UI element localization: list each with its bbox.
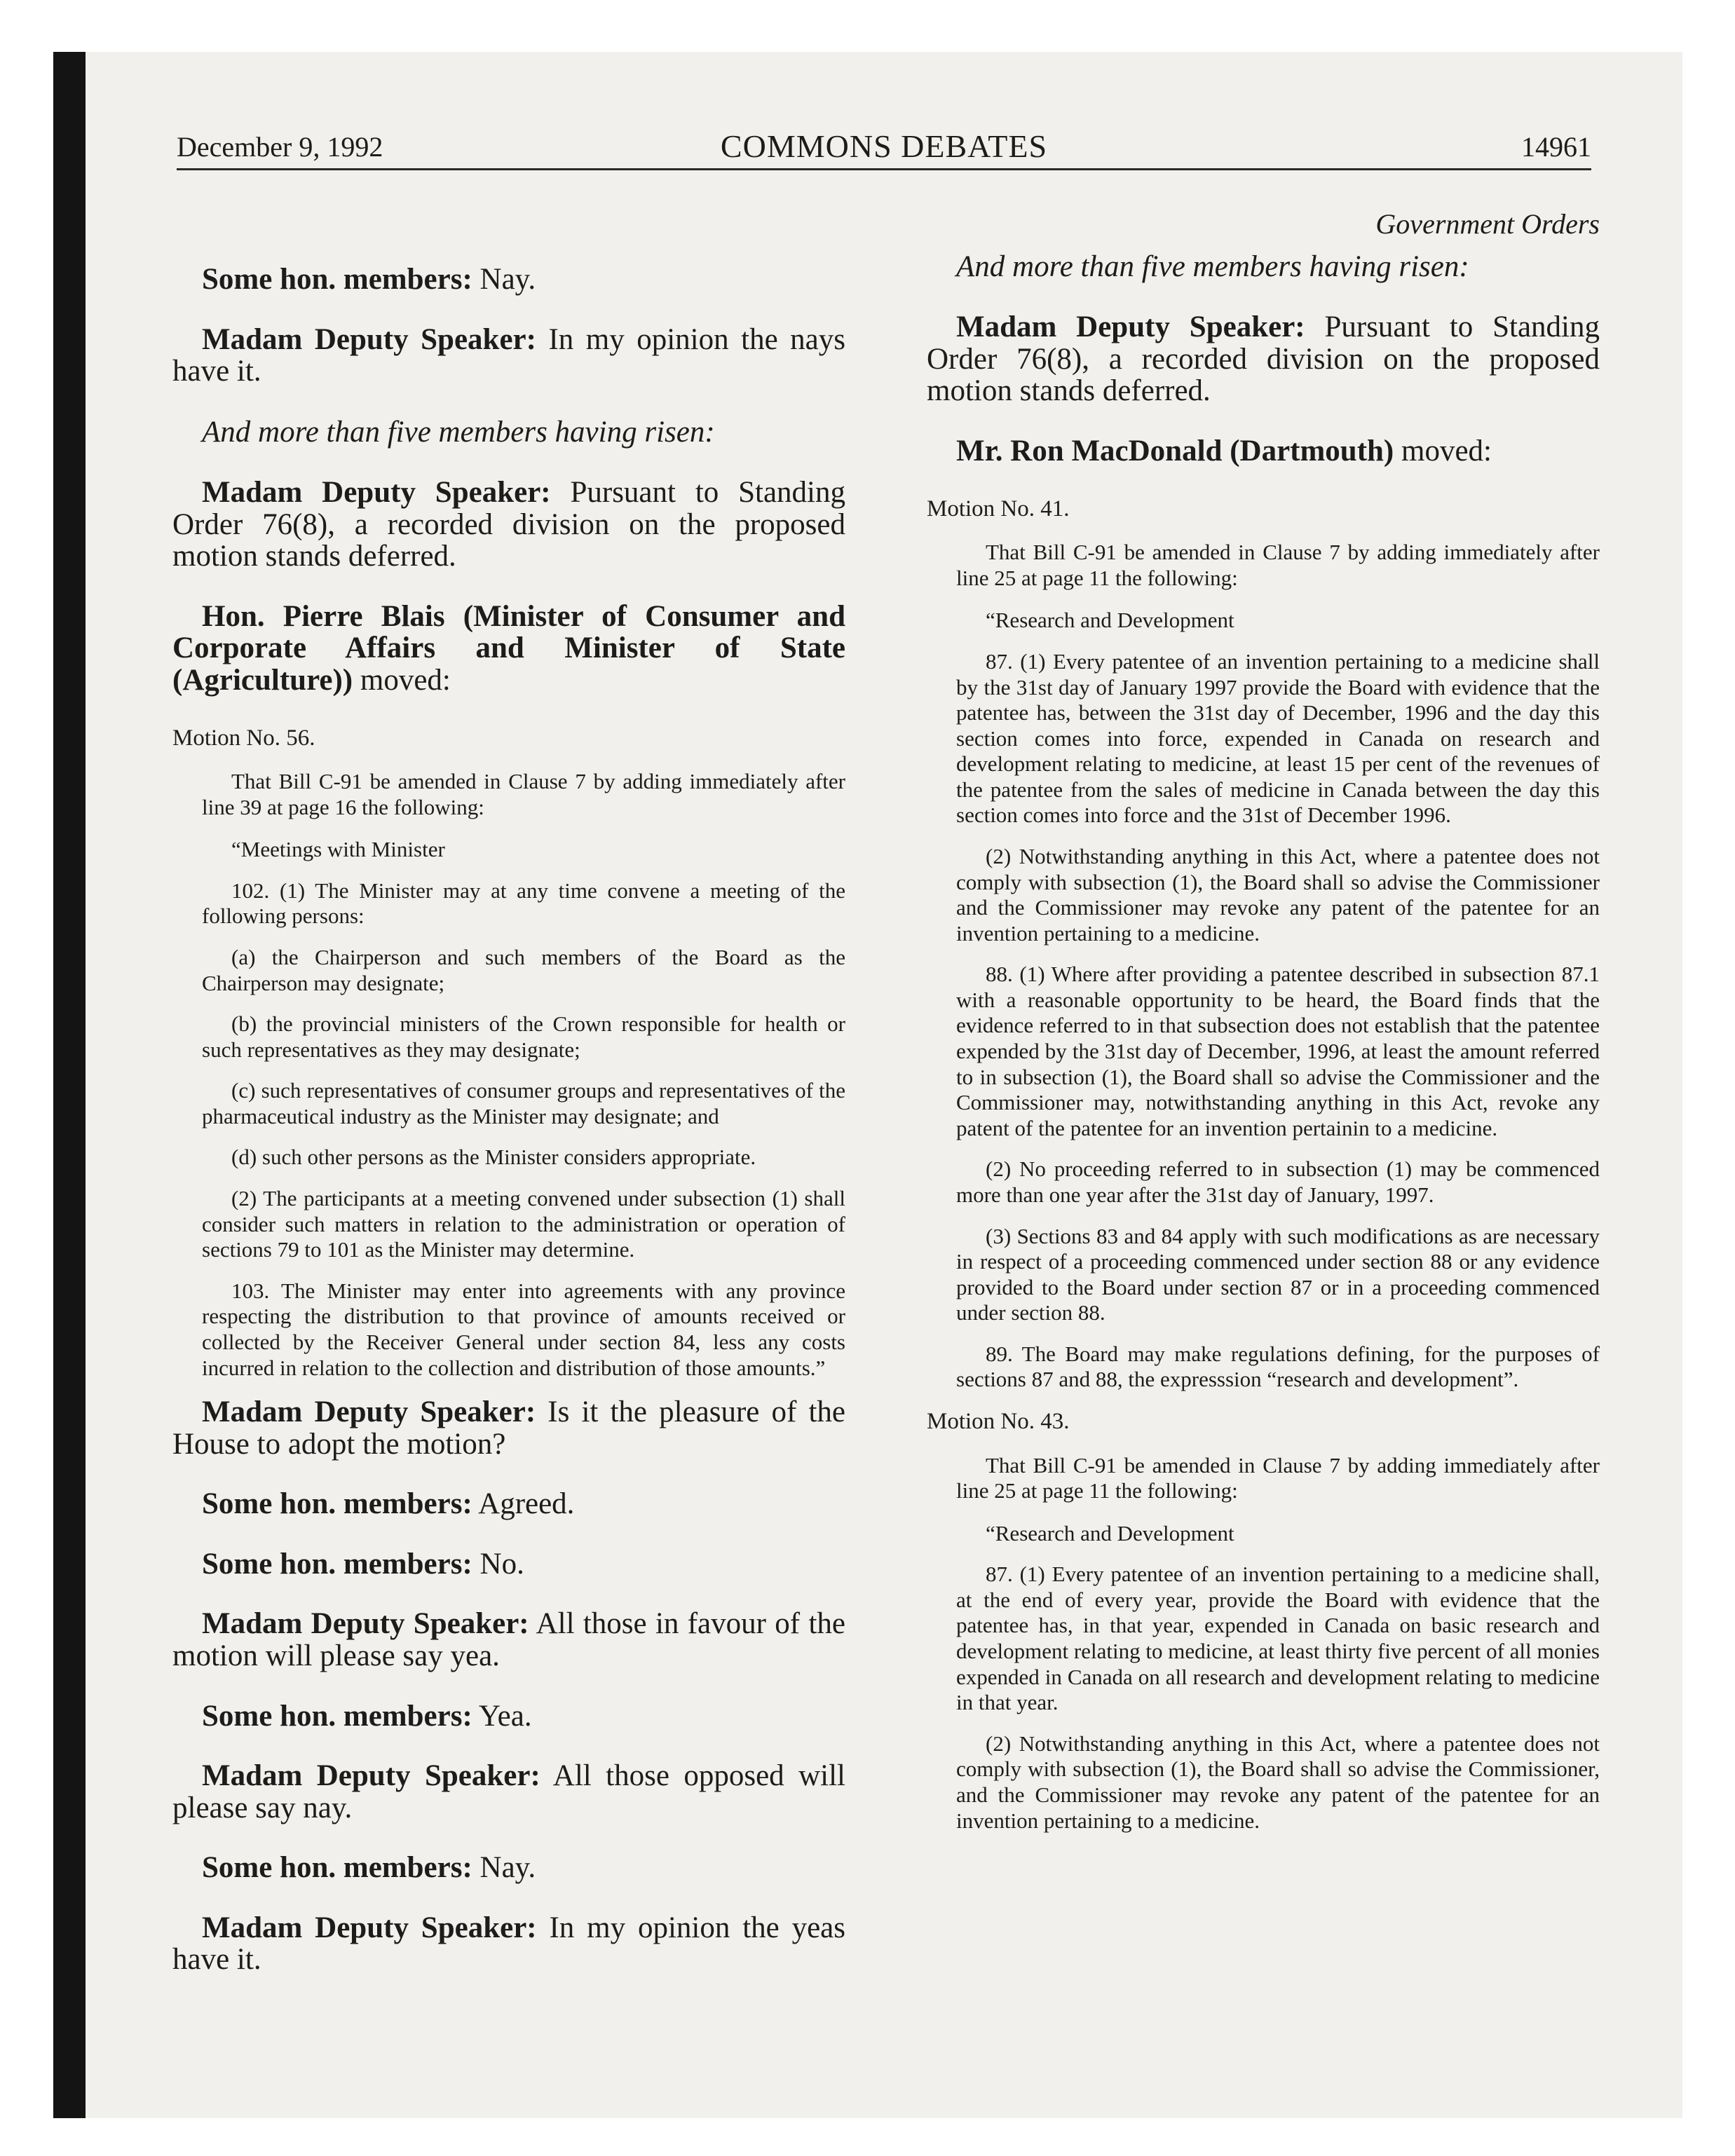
motion-text: That Bill C-91 be amended in Clause 7 by adding immediately after line 25 at page 11 the following: [956, 540, 1600, 590]
quoted-clause: “Meetings with Minister [231, 837, 445, 862]
speech-paragraph [172, 1700, 845, 1733]
speaker-name: Madam Deputy Speaker: [956, 311, 1305, 344]
quote-list-item: (d) such other persons as the Minister considers appropriate. [231, 1145, 756, 1170]
speech-text: No. [472, 1547, 524, 1581]
speech-paragraph [172, 1608, 845, 1672]
quoted-clause: 88. (1) Where after providing a patentee described in subsection 87.1 with a reasonable opportunity to be heard, the Board finds that the evidence referred to in that subsection does not establish that the patentee expended by the 31st day of December, 1996, at least the amount referred to in subsection (1), the Board shall so advise the Commissioner and the Commissioner may, notwithstanding anything in this Act, revoke any patent of the patentee for an invention pertainin to a medicine. [956, 962, 1600, 1140]
speaker-name: Mr. Ron MacDonald (Dartmouth) [956, 435, 1394, 468]
quoted-clause: (3) Sections 83 and 84 apply with such modifications as are necessary in respect of a proceeding commenced under section 88 or any evidence provided to the Board under section 87 or in a proceeding commenced under section 88. [956, 1223, 1600, 1325]
speech-paragraph [172, 1488, 845, 1520]
speech-text: Is it the pleasure of the House to adopt the motion? [172, 1396, 845, 1461]
motion-number: Motion No. 43. [927, 1408, 1070, 1434]
motion-number: Motion No. 41. [927, 496, 1070, 521]
quoted-clause: “Research and Development [986, 608, 1234, 633]
quoted-clause: 87. (1) Every patentee of an invention pertaining to a medicine shall, at the end of every year, provide the Board with evidence that the patentee has, in that year, expended in Canada on basic research and development relating to medicine, at least thirty five percent of all monies expended in Canada on all research and development relating to medicine in that year. [956, 1562, 1600, 1715]
quoted-clause: (2) Notwithstanding anything in this Act, where a patentee does not comply with subsection (1), the Board shall so advise the Commissioner and the Commissioner may revoke any patent of the patentee for an invention pertaining to a medicine. [956, 843, 1600, 946]
speech-paragraph [172, 1912, 845, 1976]
speaker-name: Madam Deputy Speaker: [202, 1607, 529, 1641]
speech-paragraph [927, 435, 1600, 468]
speech-text: Nay. [472, 263, 536, 296]
quoted-clause: 87. (1) Every patentee of an invention pertaining to a medicine shall by the 31st day of January 1997 provide the Board with evidence that the patentee has, between the 31st day of December, 1996 and the day this section comes into force, expended in Canada on research and development relating to medicine, at least 15 per cent of the revenues of the patentee from the sales of medicine in Canada between the day this section comes into force and the 31st of December 1996. [956, 648, 1600, 828]
speaker-name: Some hon. members: [202, 263, 472, 296]
quote-list-item: (c) such representatives of consumer groups and representatives of the pharmaceutical industry as the Minister may designate; and [202, 1078, 845, 1128]
speaker-name: Some hon. members: [202, 1851, 472, 1885]
speech-text: Pursuant to Standing Order 76(8), a recorded division on the proposed motion stands deferred. [172, 476, 845, 573]
speech-paragraph [172, 324, 845, 388]
quoted-clause: 103. The Minister may enter into agreements with any province respecting the distribution to that province of amounts received or collected by the Receiver General under section 84, less any costs incurred in relation to the collection and distribution of those amounts.” [202, 1278, 845, 1380]
speech-paragraph [927, 311, 1600, 407]
speech-paragraph [172, 1760, 845, 1824]
speech-text: Nay. [472, 1851, 536, 1885]
speech-text: Yea. [472, 1699, 532, 1733]
speaker-name: Madam Deputy Speaker: [202, 1759, 540, 1793]
speaker-name: Madam Deputy Speaker: [202, 1911, 537, 1944]
speech-text: All those in favour of the motion will please say yea. [172, 1607, 845, 1672]
stage-direction: And more than five members having risen: [202, 415, 715, 449]
speaker-name: Some hon. members: [202, 1547, 472, 1581]
speech-text: moved: [1394, 435, 1492, 468]
speech-text: All those opposed will please say nay. [172, 1759, 845, 1824]
speaker-name: Some hon. members: [202, 1699, 472, 1733]
quoted-clause: (2) The participants at a meeting convened under subsection (1) shall consider such matters in relation to the administration or operation of sections 79 to 101 as the Minister may determine. [202, 1186, 845, 1262]
section-title: Government Orders [1375, 208, 1600, 240]
speech-paragraph [172, 264, 845, 296]
speech-paragraph [172, 601, 845, 697]
speech-paragraph [172, 1396, 845, 1460]
speech-text: Pursuant to Standing Order 76(8), a recorded division on the proposed motion stands deferred. [927, 311, 1600, 408]
header-date: December 9, 1992 [177, 131, 383, 163]
speaker-name: Madam Deputy Speaker: [202, 322, 536, 356]
speech-text: In my opinion the yeas have it. [172, 1911, 845, 1977]
motion-text: That Bill C-91 be amended in Clause 7 by adding immediately after line 39 at page 16 the following: [202, 769, 845, 819]
motion-number: Motion No. 56. [172, 725, 315, 751]
right-column [927, 196, 1600, 1849]
quoted-clause: (2) No proceeding referred to in subsection (1) may be commenced more than one year after the 31st day of January, 1997. [956, 1157, 1600, 1207]
quoted-clause: 102. (1) The Minister may at any time convene a meeting of the following persons: [202, 878, 845, 929]
scan-edge [53, 52, 86, 2118]
speech-paragraph [172, 1852, 845, 1884]
speech-text: In my opinion the nays have it. [172, 322, 845, 388]
page-header [177, 125, 1591, 170]
quoted-clause: “Research and Development [986, 1520, 1234, 1546]
speaker-name: Hon. Pierre Blais (Minister of Consumer and Corporate Affairs and Minister of State (Agriculture)) [172, 599, 845, 697]
motion-text: That Bill C-91 be amended in Clause 7 by adding immediately after line 25 at page 11 the following: [956, 1452, 1600, 1503]
header-page-number: 14961 [1521, 131, 1591, 163]
speaker-name: Some hon. members: [202, 1487, 472, 1521]
stage-direction: And more than five members having risen: [956, 250, 1469, 283]
speech-text: moved: [353, 663, 451, 697]
speech-paragraph [172, 477, 845, 573]
quote-list-item: (a) the Chairperson and such members of the Board as the Chairperson may designate; [202, 944, 845, 995]
left-column [172, 196, 845, 2004]
speech-paragraph [172, 1548, 845, 1581]
quoted-clause: 89. The Board may make regulations defining, for the purposes of sections 87 and 88, the expresssion “research and development”. [956, 1341, 1600, 1392]
speaker-name: Madam Deputy Speaker: [202, 476, 551, 510]
speech-text: Agreed. [472, 1487, 575, 1521]
header-title: COMMONS DEBATES [720, 128, 1048, 164]
speaker-name: Madam Deputy Speaker: [202, 1396, 536, 1429]
quote-list-item: (b) the provincial ministers of the Crown responsible for health or such representatives as they may designate; [202, 1011, 845, 1062]
quoted-clause: (2) Notwithstanding anything in this Act, where a patentee does not comply with subsection (1), the Board shall so advise the Commissioner, and the Commissioner may revoke any patent of the patentee for an invention pertaining to a medicine. [956, 1731, 1600, 1833]
